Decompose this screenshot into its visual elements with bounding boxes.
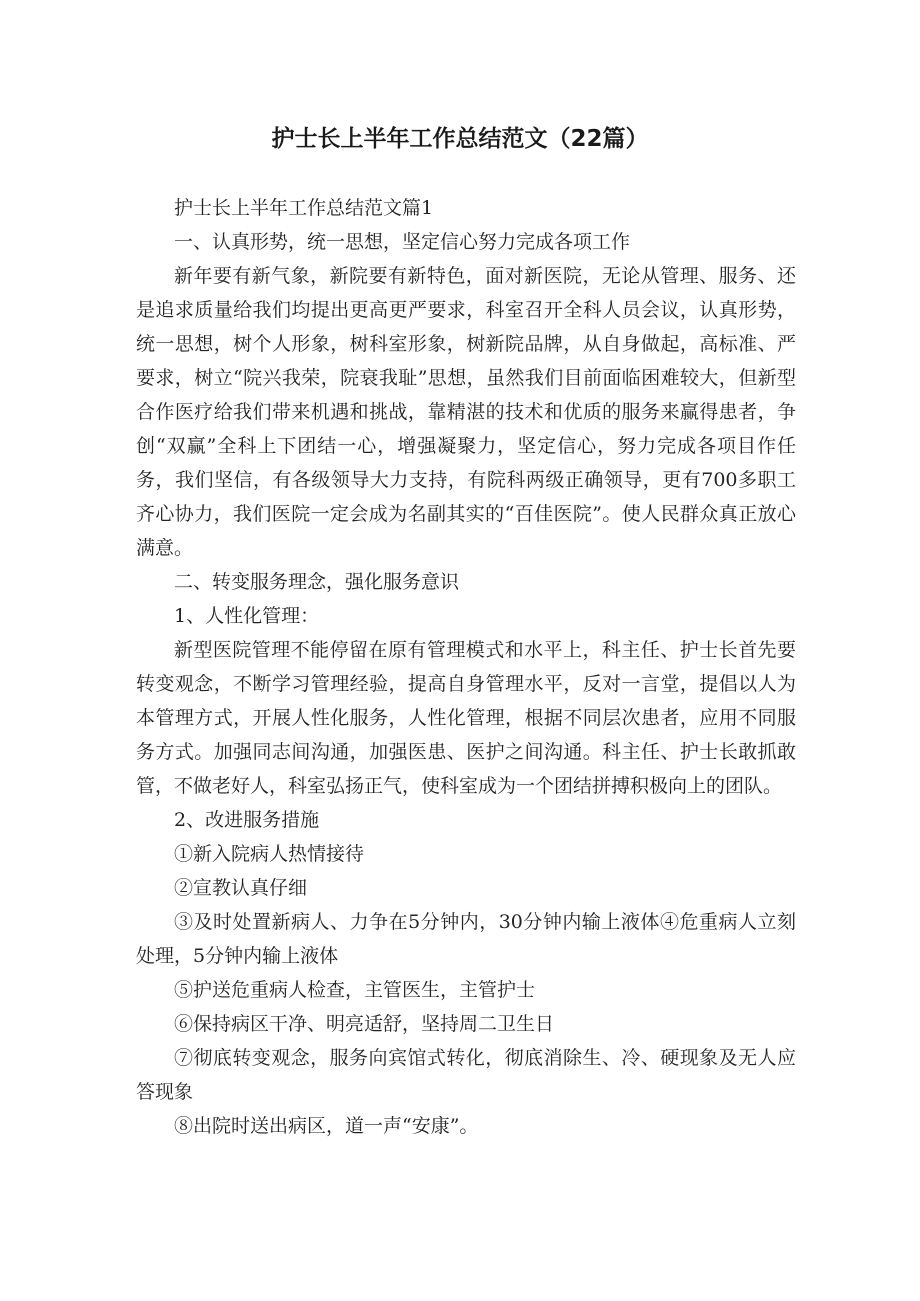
list-item: ⑦彻底转变观念，服务向宾馆式转化，彻底消除生、冷、硬现象及无人应答现象 xyxy=(136,1047,796,1103)
list-item: ⑥保持病区干净、明亮适舒，坚持周二卫生日 xyxy=(174,1013,555,1035)
paragraph-section-heading: 护士长上半年工作总结范文篇1 xyxy=(174,197,434,219)
list-item: ③及时处置新病人、力争在5分钟内，30分钟内输上液体④危重病人立刻处理，5分钟内输上液体 xyxy=(136,911,796,967)
list-item: ⑤护送危重病人检查，主管医生，主管护士 xyxy=(174,979,536,1001)
paragraph-subheading-1: 1、人性化管理： xyxy=(174,605,320,627)
paragraph-heading-2: 二、转变服务理念，强化服务意识 xyxy=(174,571,460,593)
list-item: ①新入院病人热情接待 xyxy=(174,843,365,865)
list-item: ⑧出院时送出病区，道一声“安康”。 xyxy=(174,1115,479,1137)
paragraph-heading-1: 一、认真形势，统一思想，坚定信心努力完成各项工作 xyxy=(174,231,631,253)
document-body xyxy=(136,191,796,1143)
list-item: ②宣教认真仔细 xyxy=(174,877,308,899)
paragraph-body-1: 新年要有新气象，新院要有新特色，面对新医院，无论从管理、服务、还是追求质量给我们均提出更高更严要求，科室召开全科人员会议，认真形势，统一思想，树个人形象，树科室形象，树新院品牌，从自身做起，高标准、严要求，树立“院兴我荣，院衰我耻”思想，虽然我们目前面临困难较大，但新型合作医疗给我们带来机遇和挑战，靠精湛的技术和优质的服务来赢得患者，争创“双赢”全科上下团结一心，增强凝聚力，坚定信心，努力完成各项目作任务，我们坚信，有各级领导大力支持，有院科两级正确领导，更有700多职工齐心协力，我们医院一定会成为名副其实的“百佳医院”。使人民群众真正放心满意。 xyxy=(136,265,796,559)
document-title: 护士长上半年工作总结范文（22篇） xyxy=(271,126,649,152)
paragraph-subheading-2: 2、改进服务措施 xyxy=(174,809,320,831)
paragraph-body-2: 新型医院管理不能停留在原有管理模式和水平上，科主任、护士长首先要转变观念，不断学习管理经验，提高自身管理水平，反对一言堂，提倡以人为本管理方式，开展人性化服务，人性化管理，根据不同层次患者，应用不同服务方式。加强同志间沟通，加强医患、医护之间沟通。科主任、护士长敢抓敢管，不做老好人，科室弘扬正气，使科室成为一个团结拼搏积极向上的团队。 xyxy=(136,639,796,797)
